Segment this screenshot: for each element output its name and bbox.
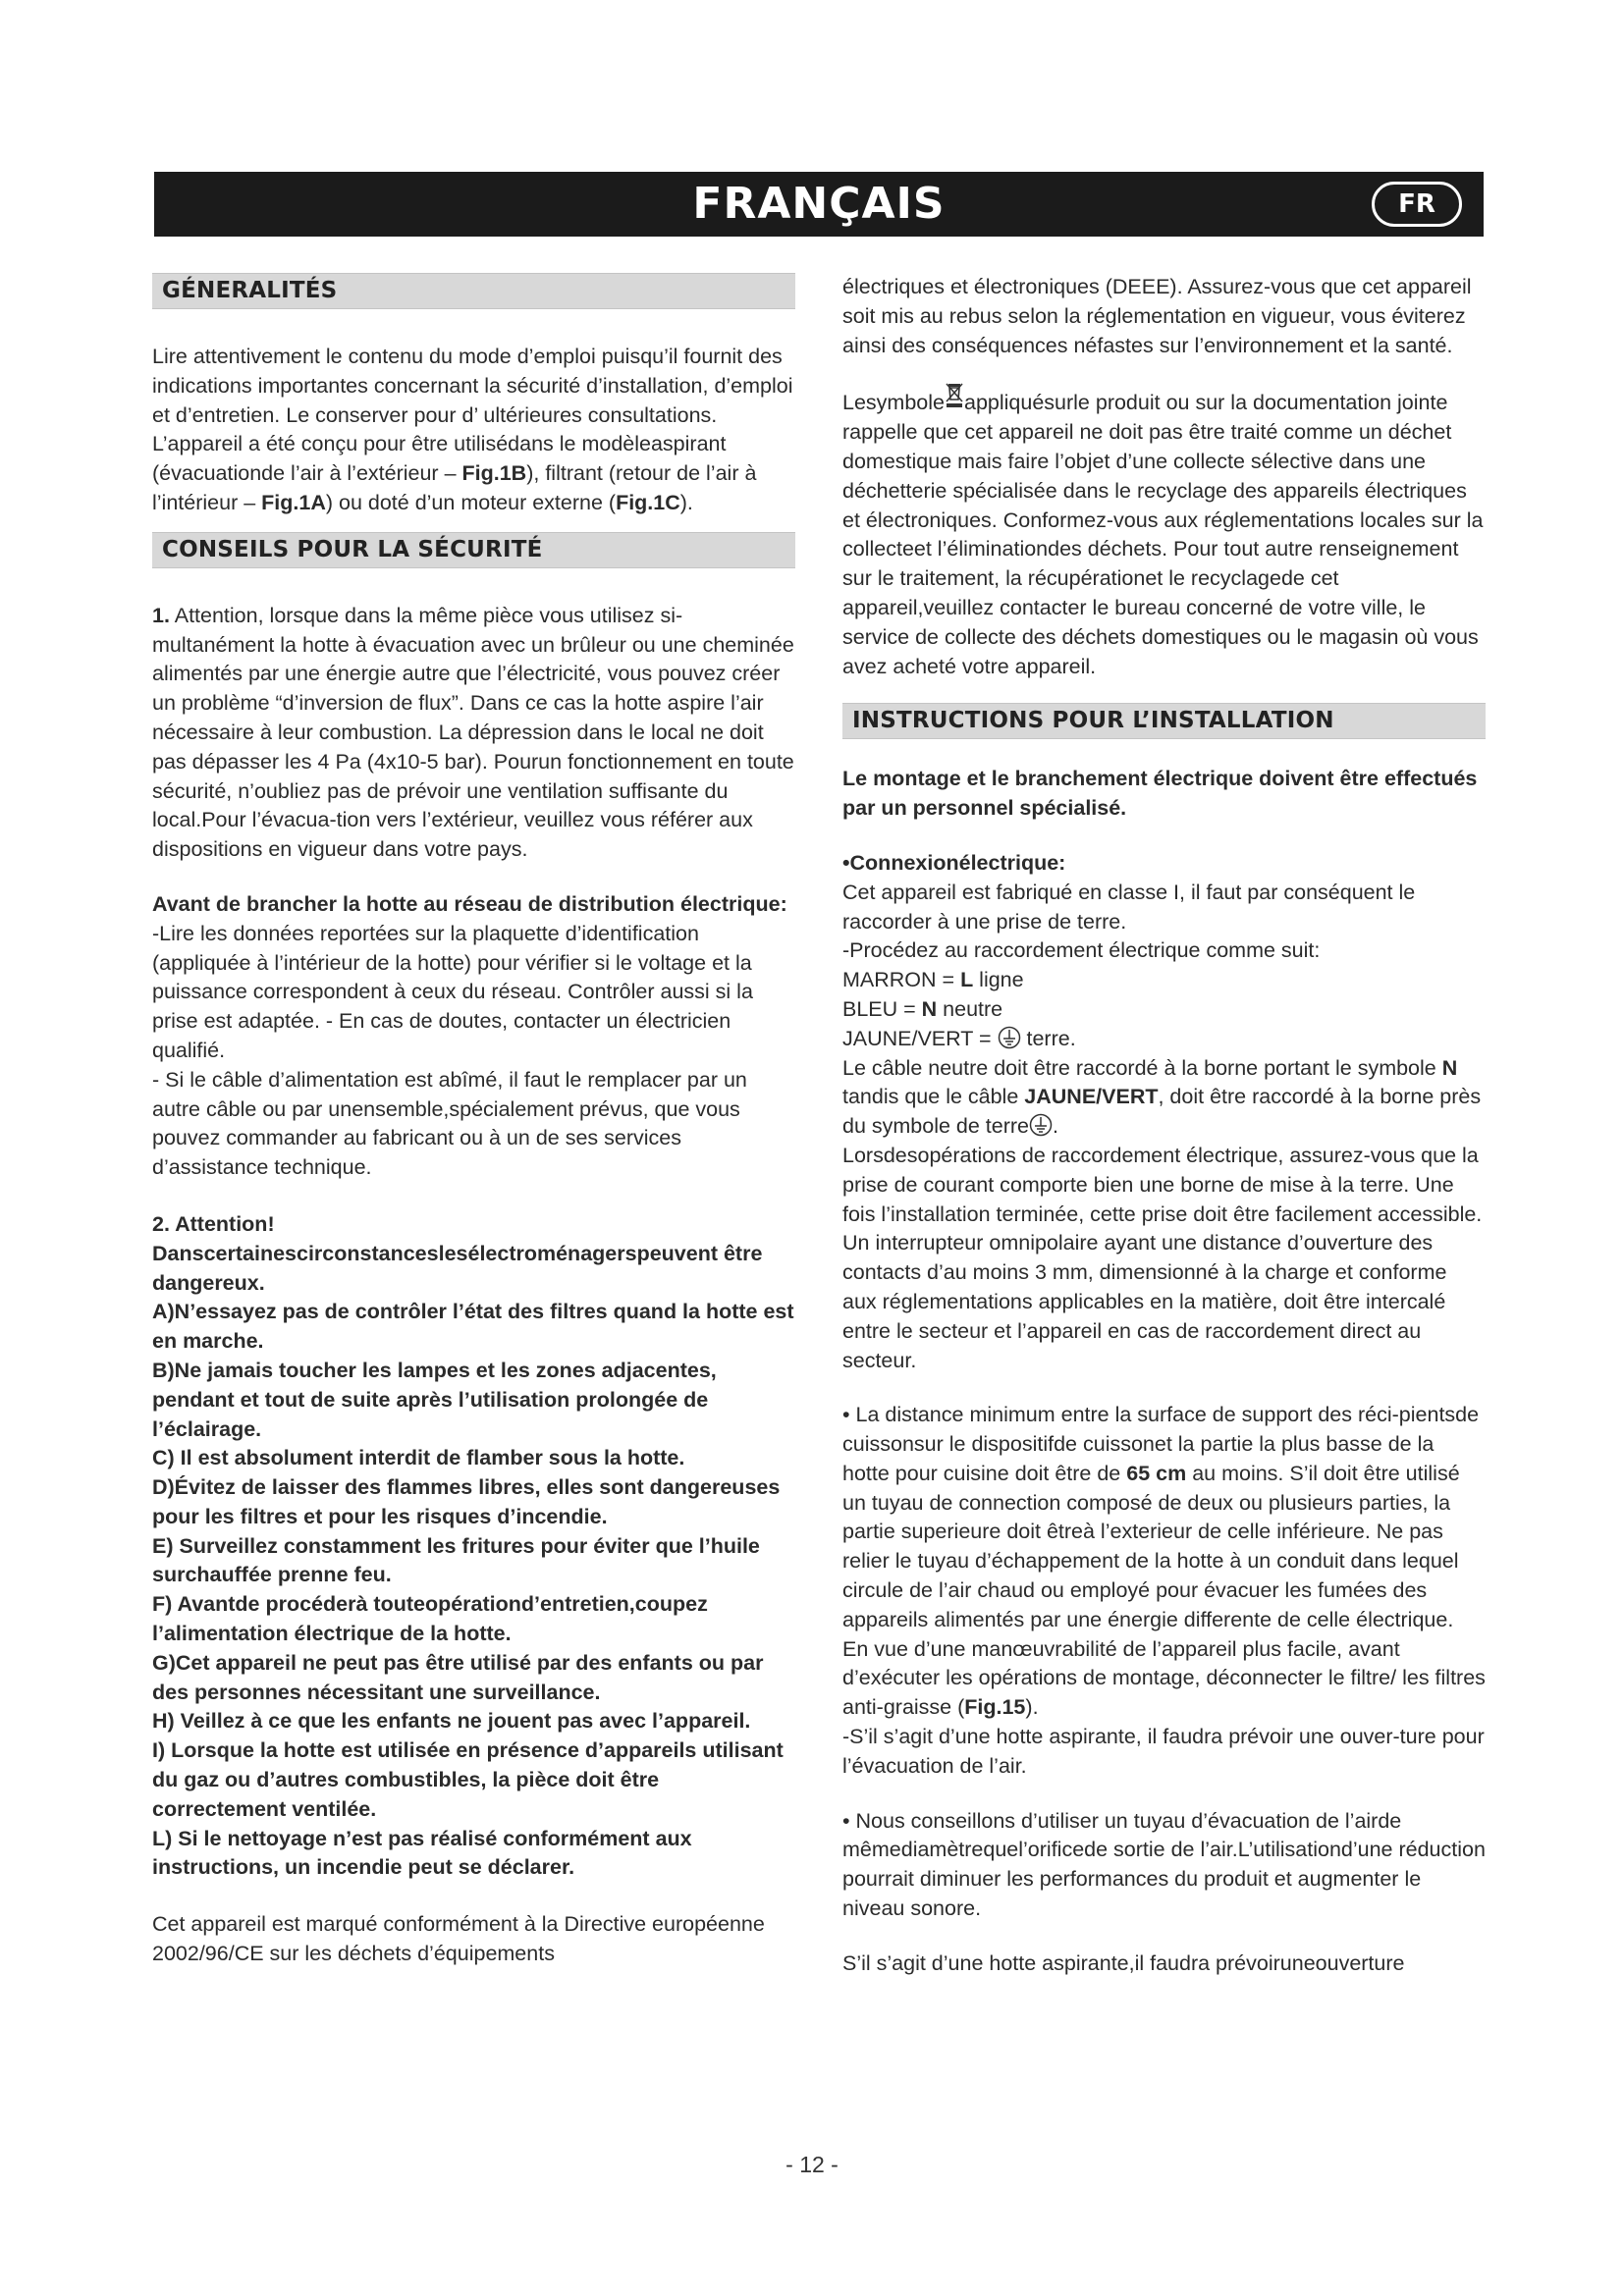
language-banner [154, 172, 1484, 237]
left-column [152, 273, 795, 1969]
aspirante-paragraph: -S’il s’agit d’une hotte aspirante, il faudra prévoir une ouver-ture pour l’évacuation de l’air. [842, 1725, 1485, 1778]
weee-symbol-paragraph [842, 386, 1486, 681]
wire-marron [842, 966, 1486, 995]
attention-item-c: C) Il est absolument interdit de flamber sous la hotte. [152, 1446, 685, 1470]
text-span: terre. [1020, 1026, 1076, 1050]
text-span: JAUNE/VERT [1024, 1085, 1159, 1109]
distance-paragraph [842, 1401, 1486, 1634]
attention-item-l: L) Si le nettoyage n’est pas réalisé conformément aux instructions, un incendie peut se déclarer. [152, 1826, 692, 1880]
interrupteur-paragraph: Un interrupteur omnipolaire ayant une distance d’ouverture des contacts d’au moins 3 mm, dimensionné à la charge et conforme aux réglementations applicables en la matière, doit être intercalé entre le secteur et l’appareil en cas de raccordement direct au secteur. [842, 1231, 1447, 1372]
conseil-paragraph: • Nous conseillons d’utiliser un tuyau d’évacuation de l’airde mêmediamètrequel’orificede sortie de l’air.L’utilisationd’une réduction pourrait diminuer les performances du produit et augmenter le niveau sonore. [842, 1808, 1486, 1921]
text-span: En vue d’une manœuvrabilité de l’appareil plus facile, avant d’exécuter les opérations de montage, déconnecter le filtre/ les filtres anti-graisse ( [842, 1636, 1486, 1720]
figure-ref: Fig.1C [616, 490, 680, 514]
connexion-title: •Connexionélectrique: [842, 850, 1066, 875]
section-header-generalites: GÉNERALITÉS [152, 273, 795, 309]
figure-ref: Fig.1B [461, 461, 527, 486]
text-span: N [921, 996, 938, 1021]
subheading-avant: Avant de brancher la hotte au réseau de distribution électrique: [152, 891, 787, 916]
item-number: 1. [152, 603, 170, 627]
text-span: tandis que le câble [842, 1085, 1025, 1109]
text-span: Lire attentivement le contenu du mode d’emploi puisqu’il fournit des indications importantes concernant la sécurité d’installation, d’emploi et d’entretien. Le conserver pour d’ ultérieures consultations. L’appareil a été conçu pour être utilisédans le modèleaspirant (évacuationde l’air à l’extérieur – [152, 345, 793, 486]
text-span: Le câble neutre doit être raccordé à la borne portant le symbole [842, 1055, 1442, 1080]
manoeuvrabilite-paragraph [842, 1635, 1486, 1723]
attention-item-i: I) Lorsque la hotte est utilisée en présence d’appareils utilisant du gaz ou d’autres combustibles, la pièce doit être correctement ventilée. [152, 1738, 784, 1821]
text-span: L [960, 968, 974, 992]
text-span: ligne [973, 968, 1024, 992]
installation-warning: Le montage et le branchement électrique doivent être effectués par un personnel spécialisé. [842, 767, 1478, 821]
figure-ref: Fig.15 [964, 1695, 1026, 1720]
text-span: ), filtrant (retour de l’air à l’intérieur – [152, 461, 757, 514]
text-span: JAUNE/VERT = [842, 1026, 998, 1050]
section-header-securite: CONSEILS POUR LA SÉCURITÉ [152, 532, 795, 568]
attention-item-g: G)Cet appareil ne peut pas être utilisé par des enfants ou par des personnes nécessitant une surveillance. [152, 1650, 764, 1704]
attention-item-d: D)Évitez de laisser des flammes libres, elles sont dangereuses pour les filtres et pour les risques d’incendie. [152, 1475, 781, 1528]
section-header-installation: INSTRUCTIONS POUR L’INSTALLATION [842, 703, 1486, 739]
attention-item-e: E) Surveillez constamment les fritures pour éviter que l’huile surchauffée prenne feu. [152, 1533, 760, 1587]
wire-bleu [842, 995, 1486, 1025]
attention-title: 2. Attention! [152, 1211, 275, 1236]
text-span: MARRON = [842, 968, 961, 992]
text-span: ). [1025, 1695, 1039, 1720]
safety-paragraph-1 [152, 602, 795, 865]
page-title: FRANÇAIS [692, 179, 946, 229]
attention-item-a: A)N’essayez pas de contrôler l’état des filtres quand la hotte est en marche. [152, 1300, 794, 1354]
last-paragraph: S’il s’agit d’une hotte aspirante,il faudra prévoiruneouverture [842, 1950, 1405, 1975]
right-column [842, 273, 1486, 1979]
attention-item-f: F) Avantde procéderà touteopérationd’entretien,coupez l’alimentation électrique de la hotte. [152, 1592, 708, 1646]
earth-ground-icon [998, 1026, 1021, 1049]
crossed-bin-icon [945, 386, 964, 413]
text-span: . [1053, 1114, 1058, 1139]
figure-ref: Fig.1A [261, 490, 326, 514]
avant-paragraph-1: -Lire les données reportées sur la plaquette d’identification (appliquée à l’intérieur de la hotte) pour vérifier si le voltage et la puissance correspondent à ceux du réseau. Contrôler aussi si la prise est adaptée. - En cas de doutes, contacter un électricien qualifié. [152, 921, 753, 1062]
generalites-paragraph [152, 343, 795, 518]
text-span: • La distance minimum entre la surface de support des réci-pientsde cuissonsur le dispositifde cuissonet la partie la plus basse de la hotte pour cuisine doit être de [842, 1403, 1480, 1485]
connexion-paragraph-2: -Procédez au raccordement électrique comme suit: [842, 938, 1321, 963]
page-number: - 12 - [785, 2152, 839, 2177]
earth-ground-icon [1029, 1113, 1053, 1137]
text-span: neutre [937, 996, 1003, 1021]
language-badge: FR [1372, 182, 1462, 227]
text-span: appliquésurle produit ou sur la documentation jointe rappelle que cet appareil ne doit pas être traité comme un déchet domestique mais faire l’objet d’une collecte sélective dans une déchetterie spécialisée dans le recyclage des appareils électriques et électroniques. Conformez-vous aux réglementations locales sur la collecteet l’éliminationdes déchets. Pour tout autre renseignement sur le traitement, la récupérationet le recyclagede cet appareil,veuillez contacter le bureau concerné de votre ville, le service de collecte des déchets domestiques ou le magasin où vous avez acheté votre appareil. [842, 391, 1484, 678]
text-span: N [1441, 1055, 1458, 1080]
text-span: 65 cm [1126, 1461, 1187, 1485]
text-span: au moins. S’il doit être utilisé un tuyau de connection composé de deux ou plusieurs parties, la partie superieure doit êtreà l’exterieur de celle inférieure. Ne pas relier le tuyau d’échappement de la hotte à un conduit dans lequel circule de l’air chaud ou employé pour évacuer les fumées des appareils alimentés par une énergie differente de celle électrique. [842, 1461, 1460, 1631]
text-span: BLEU = [842, 996, 922, 1021]
attention-item-h: H) Veillez à ce que les enfants ne jouent pas avec l’appareil. [152, 1709, 751, 1734]
neutre-paragraph [842, 1054, 1486, 1142]
attention-item-b: B)Ne jamais toucher les lampes et les zones adjacentes, pendant et tout de suite après l’utilisation prolongée de l’éclairage. [152, 1358, 717, 1441]
wire-jaune-vert [842, 1025, 1486, 1054]
connexion-paragraph-1: Cet appareil est fabriqué en classe I, il faut par conséquent le raccorder à une prise de terre. [842, 880, 1416, 934]
attention-subtitle: Danscertainescirconstanceslesélectroménagerspeuvent être dangereux. [152, 1241, 763, 1295]
text-span: ). [679, 490, 693, 514]
lors-paragraph: Lorsdesopérations de raccordement électrique, assurez-vous que la prise de courant comporte bien une borne de mise à la terre. Une fois l’installation terminée, cette prise doit être facilement accessible. [842, 1143, 1483, 1226]
text-span: Attention, lorsque dans la même pièce vous utilisez si-multanément la hotte à évacuation avec un brûleur ou une cheminée alimentés par une énergie autre que l’électricité, vous pouvez créer un problème “d’inversion de flux”. Dans ce cas la hotte aspire l’air nécessaire à leur combustion. La dépression dans le local ne doit pas dépasser les 4 Pa (4x10-5 bar). Pourun fonctionnement en toute sécurité, n’oubliez pas de prévoir une ventilation suffisante du local.Pour l’évacua-tion vers l’extérieur, veuillez vous référer aux dispositions en vigueur dans votre pays. [152, 603, 794, 862]
deee-paragraph: Cet appareil est marqué conformément à la Directive européenne 2002/96/CE sur les déchets d’équipements [152, 1912, 765, 1966]
text-span: Lesymbole [842, 391, 945, 415]
text-span: ) ou doté d’un moteur externe ( [325, 490, 617, 514]
text-span: , doit être raccordé à la borne près du symbole de terre [842, 1085, 1482, 1139]
deee-continuation: électriques et électroniques (DEEE). Assurez-vous que cet appareil soit mis au rebus selon la réglementation en vigueur, vous éviterez ainsi des conséquences néfastes sur l’environnement et la santé. [842, 275, 1472, 357]
avant-paragraph-2: - Si le câble d’alimentation est abîmé, il faut le remplacer par un autre câble ou par unensemble,spécialement prévus, que vous pouvez commander au fabricant ou à un de ses services d’assistance technique. [152, 1067, 747, 1180]
